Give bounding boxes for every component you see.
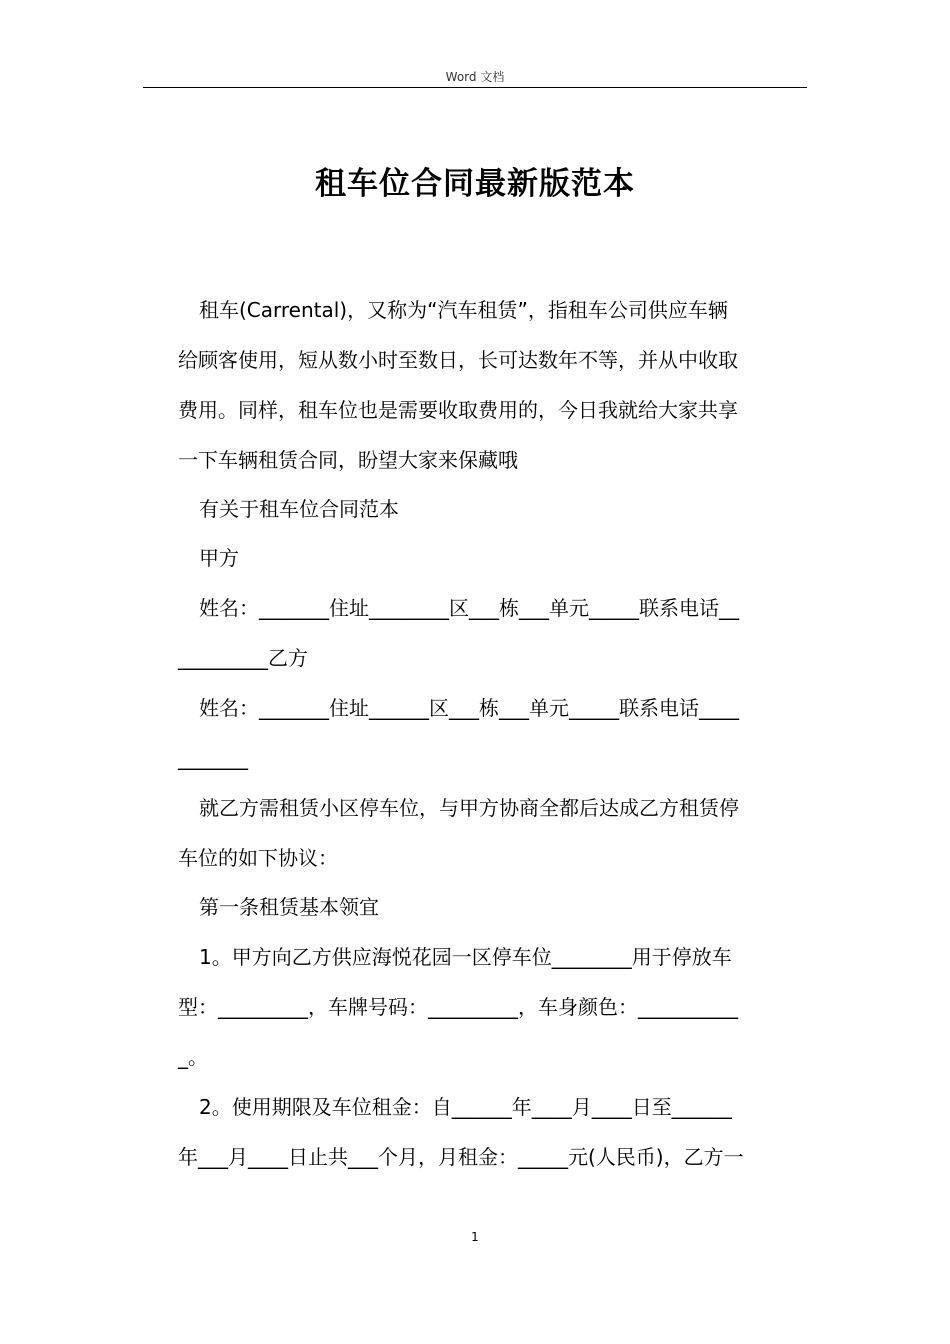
paragraph-line: 费用。同样，租车位也是需要收取费用的，今日我就给大家共享 [178,398,738,422]
paragraph-line: _______ [178,746,248,770]
party-b-label-line: _________乙方 [178,646,308,670]
page-header: Word 文档 [445,70,505,84]
party-b-info-line: 姓名：_______住址______区___栋___单元_____联系电话____ [199,696,739,720]
paragraph-line: 给顾客使用，短从数小时至数日，长可达数年不等，并从中收取 [178,348,738,372]
page-number: 1 [471,1230,479,1244]
clause-line: 1。甲方向乙方供应海悦花园一区停车位________用于停放车 [199,945,732,969]
paragraph-line: 一下车辆租赁合同，盼望大家来保藏哦 [178,448,518,472]
clause-line: 年___月____日止共___个月，月租金：_____元(人民币)，乙方一 [178,1145,744,1169]
document-title: 租车位合同最新版范本 [315,166,635,202]
clause-line: _。 [178,1045,208,1069]
paragraph-line: 就乙方需租赁小区停车位，与甲方协商全都后达成乙方租赁停 [199,796,739,820]
party-a-label: 甲方 [199,546,239,570]
header-divider [143,87,807,88]
paragraph-line: 车位的如下协议： [178,846,338,870]
article-heading: 第一条租赁基本领宜 [199,895,379,919]
clause-line: 型：_________，车牌号码：_________，车身颜色：__________ [178,995,738,1019]
clause-line: 2。使用期限及车位租金：自______年____月____日至______ [199,1095,732,1119]
party-a-info-line: 姓名：_______住址________区___栋___单元_____联系电话__ [199,596,739,620]
paragraph-line: 租车(Carrental)，又称为“汽车租赁”，指租车公司供应车辆 [199,298,728,322]
section-heading: 有关于租车位合同范本 [199,497,399,521]
